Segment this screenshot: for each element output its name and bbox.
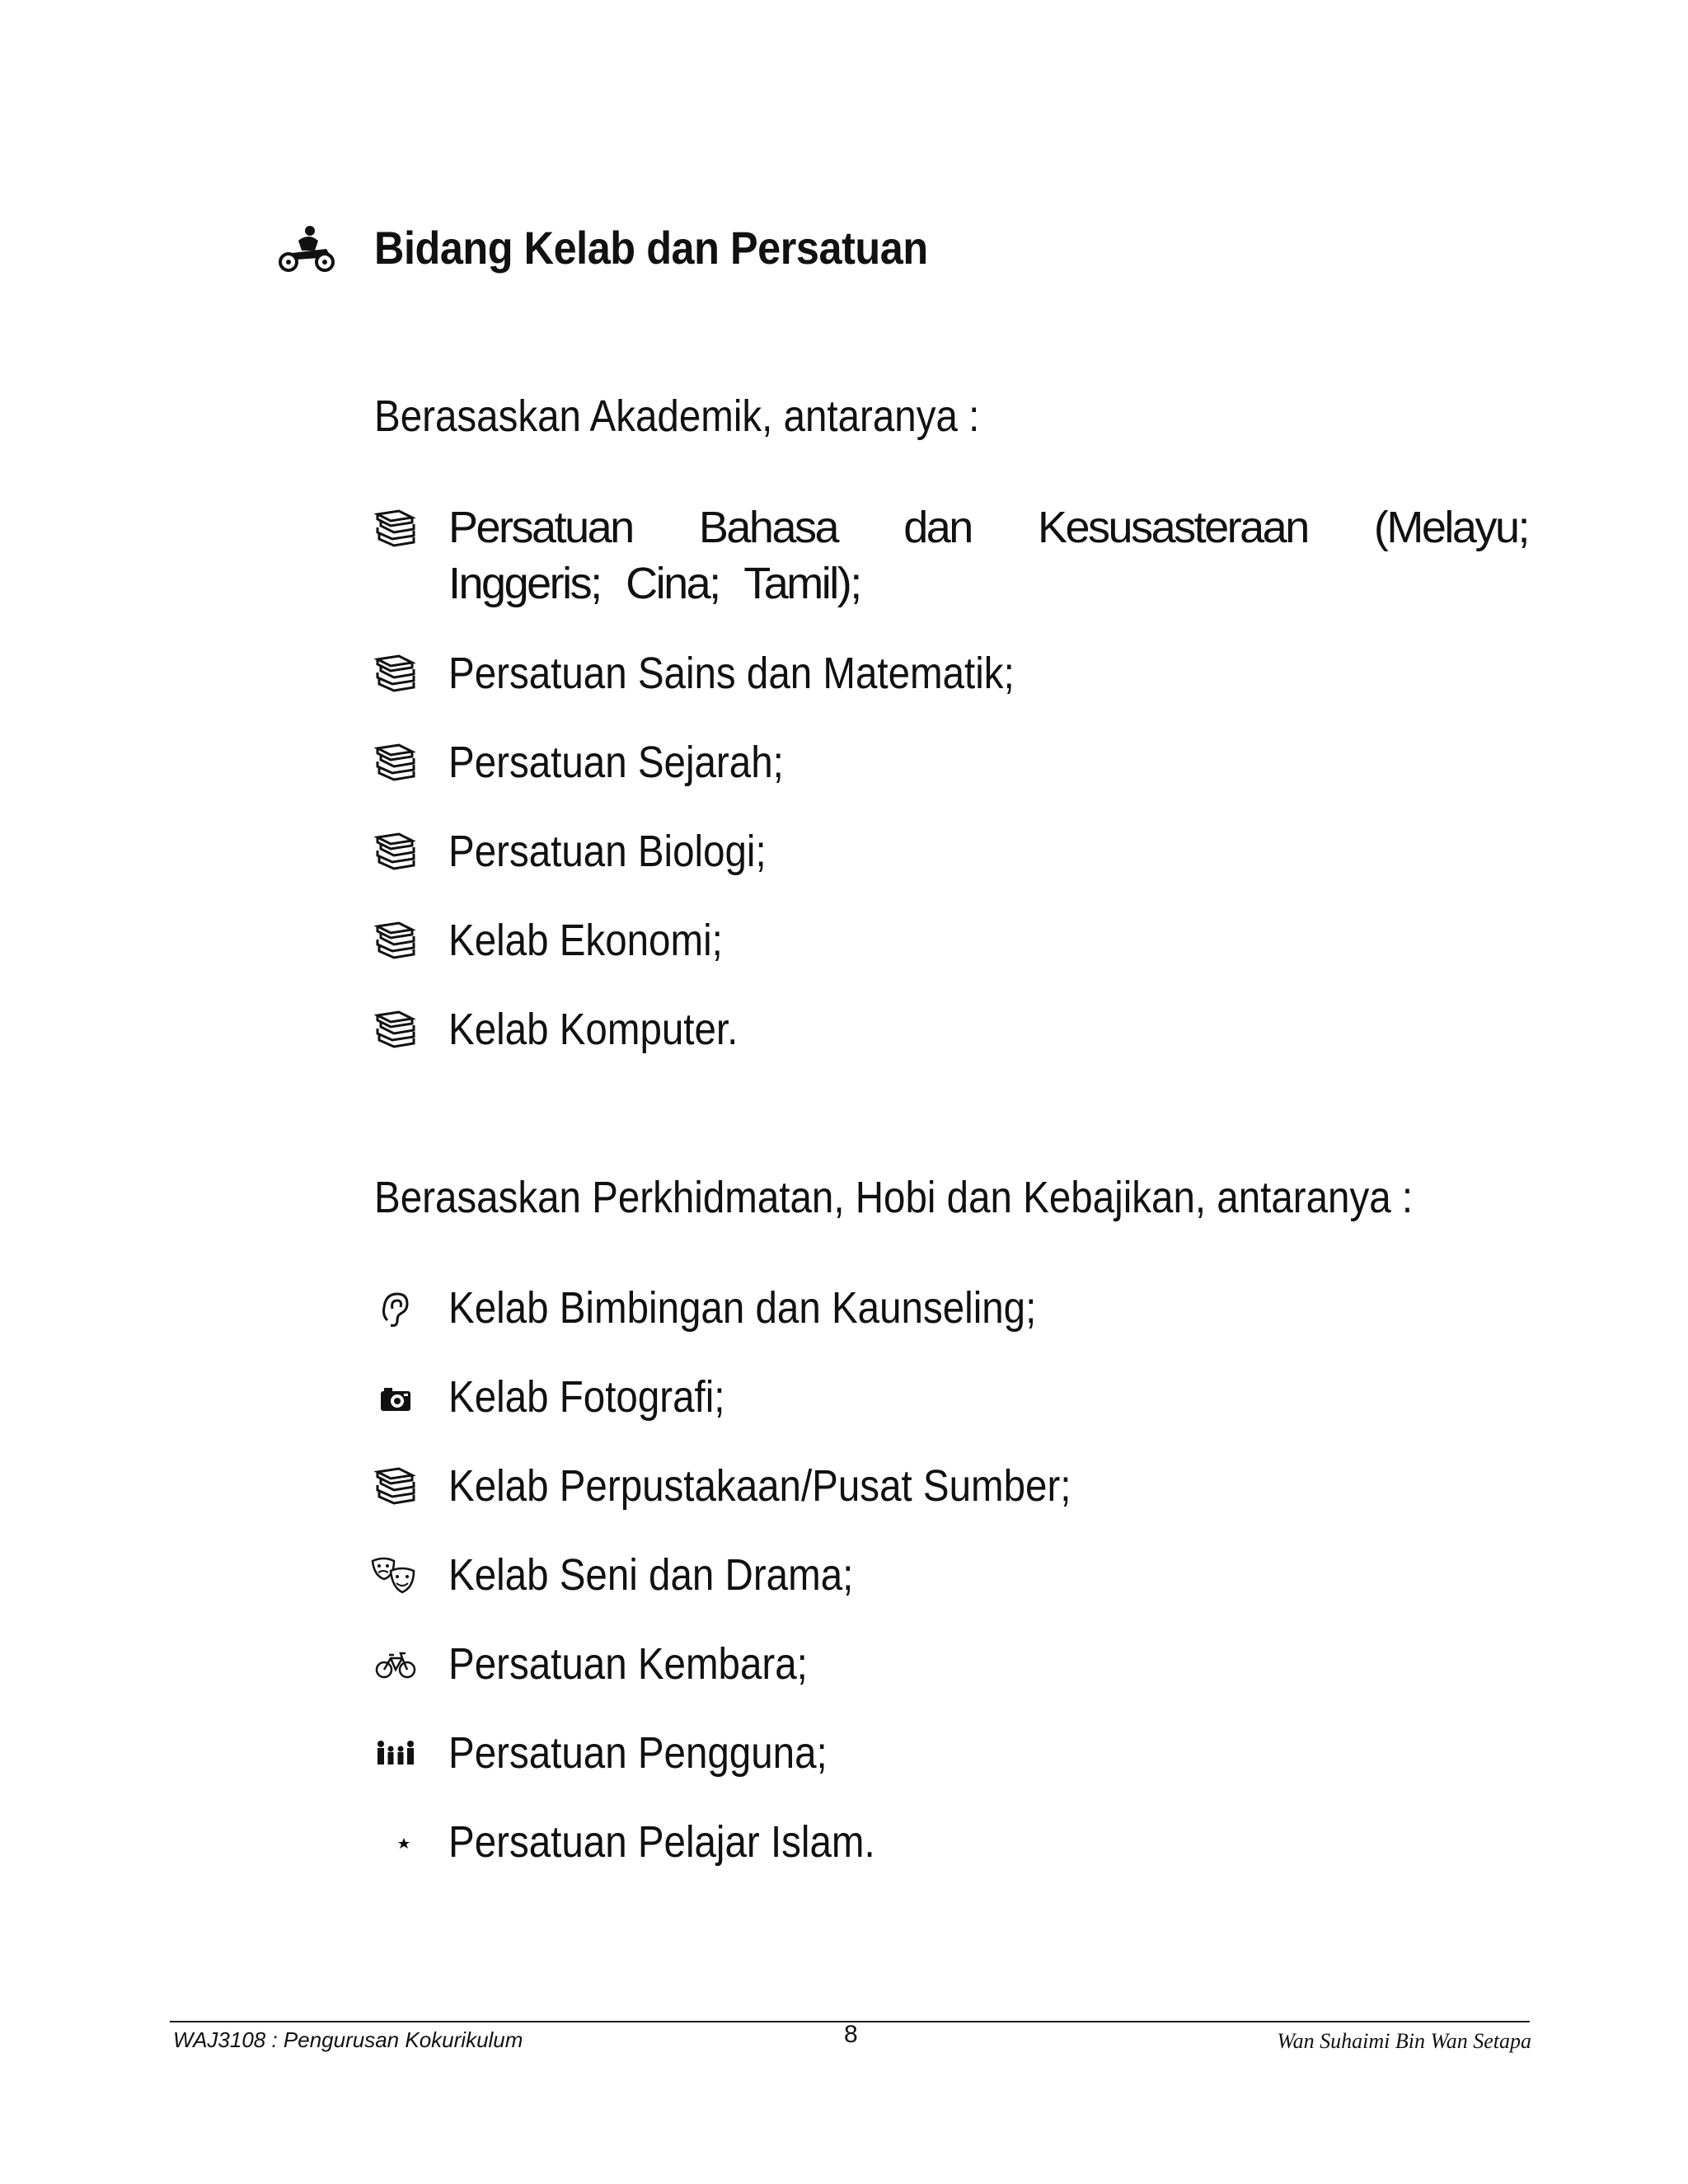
motorcycle-icon — [277, 224, 336, 274]
list-item: Persatuan Sains dan Matematik; — [374, 644, 1528, 702]
family-icon — [374, 1732, 417, 1775]
footer-course: WAJ3108 : Pengurusan Kokurikulum — [173, 2027, 523, 2052]
books-icon — [374, 1009, 417, 1052]
books-icon — [374, 742, 417, 785]
page-number: 8 — [844, 2021, 858, 2048]
list-item: Persatuan Sejarah; — [374, 733, 1528, 791]
books-icon — [374, 653, 417, 696]
list-item: Kelab Bimbingan dan Kaunseling; — [374, 1279, 1528, 1337]
theater-masks-icon — [369, 1554, 422, 1597]
service-intro: Berasaskan Perkhidmatan, Hobi dan Kebajikan, antaranya : — [374, 1173, 1414, 1222]
bicycle-icon — [374, 1643, 417, 1686]
list-item: Persatuan Pelajar Islam. — [374, 1813, 1528, 1871]
list-item: Kelab Fotografi; — [374, 1368, 1528, 1426]
camera-icon — [374, 1376, 417, 1419]
list-item: Kelab Ekonomi; — [374, 912, 1528, 969]
list-item: Persatuan Biologi; — [374, 823, 1528, 880]
ear-icon — [374, 1287, 417, 1330]
list-item: Persatuan Kembara; — [374, 1635, 1528, 1693]
books-icon — [374, 508, 417, 551]
books-icon — [374, 920, 417, 963]
list-item: Persatuan Pengguna; — [374, 1724, 1528, 1782]
crescent-star-icon — [374, 1821, 417, 1864]
academic-intro: Berasaskan Akademik, antaranya : — [374, 391, 980, 441]
footer-author: Wan Suhaimi Bin Wan Setapa — [1277, 2029, 1531, 2053]
books-icon — [374, 1465, 417, 1508]
list-item: Kelab Seni dan Drama; — [374, 1546, 1528, 1604]
section-title: Bidang Kelab dan Persatuan — [374, 222, 928, 274]
list-item: Kelab Perpustakaan/Pusat Sumber; — [374, 1457, 1528, 1515]
list-item: Persatuan Bahasa dan Kesusasteraan (Melayu; Inggeris; Cina; Tamil); — [374, 499, 1528, 615]
list-item: Kelab Komputer. — [374, 1001, 1528, 1058]
books-icon — [374, 831, 417, 874]
